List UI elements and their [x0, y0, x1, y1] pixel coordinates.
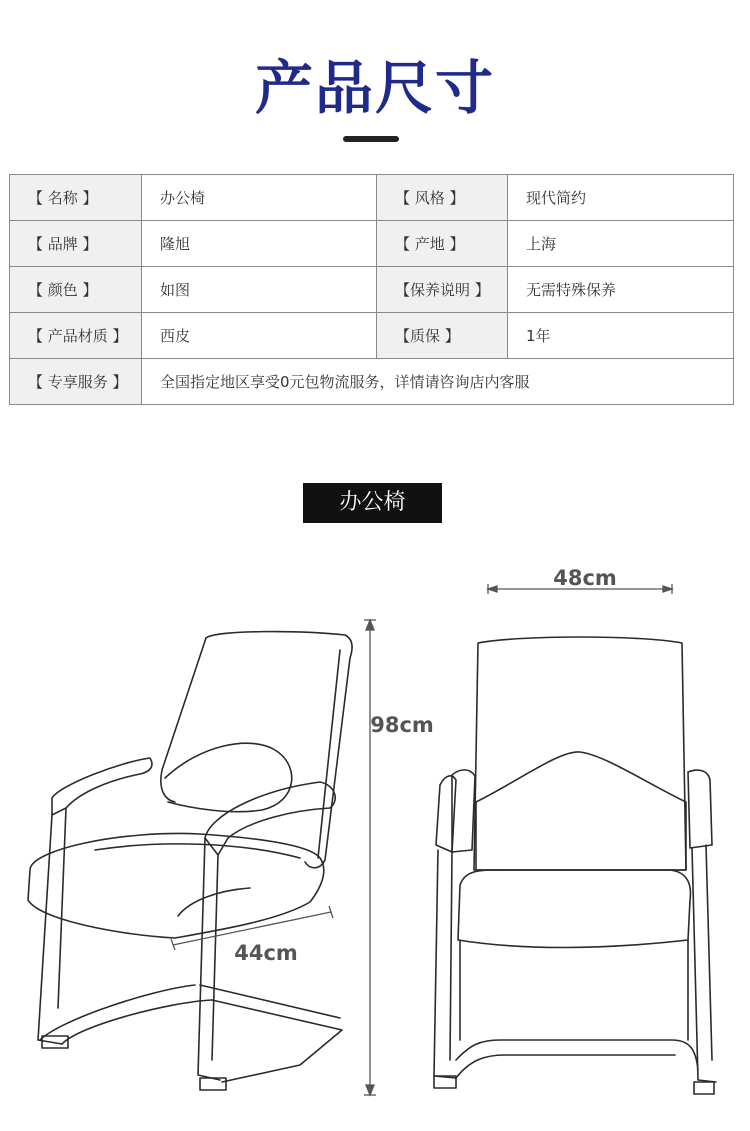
spec-key: 【 产地 】: [377, 221, 508, 267]
spec-value: 办公椅: [142, 175, 377, 221]
chair-dimension-diagram: [0, 540, 750, 1131]
chair-front-view: [434, 637, 716, 1094]
spec-value: 无需特殊保养: [508, 267, 734, 313]
spec-key: 【 名称 】: [10, 175, 142, 221]
title-underline: [343, 136, 399, 142]
product-label: 办公椅: [303, 483, 442, 523]
depth-label: 44cm: [234, 941, 298, 965]
table-row: [10, 221, 734, 267]
width-label: 48cm: [553, 566, 617, 590]
spec-key: 【 品牌 】: [10, 221, 142, 267]
table-row: [10, 267, 734, 313]
spec-value: 1年: [508, 313, 734, 359]
spec-value: 现代简约: [508, 175, 734, 221]
table-row: [10, 175, 734, 221]
spec-key: 【 专享服务 】: [10, 359, 142, 405]
spec-key: 【 产品材质 】: [10, 313, 142, 359]
spec-key: 【保养说明 】: [377, 267, 508, 313]
spec-table: [9, 174, 734, 405]
spec-key: 【 风格 】: [377, 175, 508, 221]
table-row: [10, 359, 734, 405]
spec-value: 西皮: [142, 313, 377, 359]
table-row: [10, 313, 734, 359]
height-label: 98cm: [370, 713, 434, 737]
spec-key: 【 颜色 】: [10, 267, 142, 313]
page-title: 产品尺寸: [254, 54, 495, 122]
chair-side-view: [28, 632, 352, 1090]
spec-value: 如图: [142, 267, 377, 313]
spec-key: 【质保 】: [377, 313, 508, 359]
spec-value: 全国指定地区享受0元包物流服务，详情请咨询店内客服: [142, 359, 734, 405]
spec-value: 隆旭: [142, 221, 377, 267]
spec-value: 上海: [508, 221, 734, 267]
